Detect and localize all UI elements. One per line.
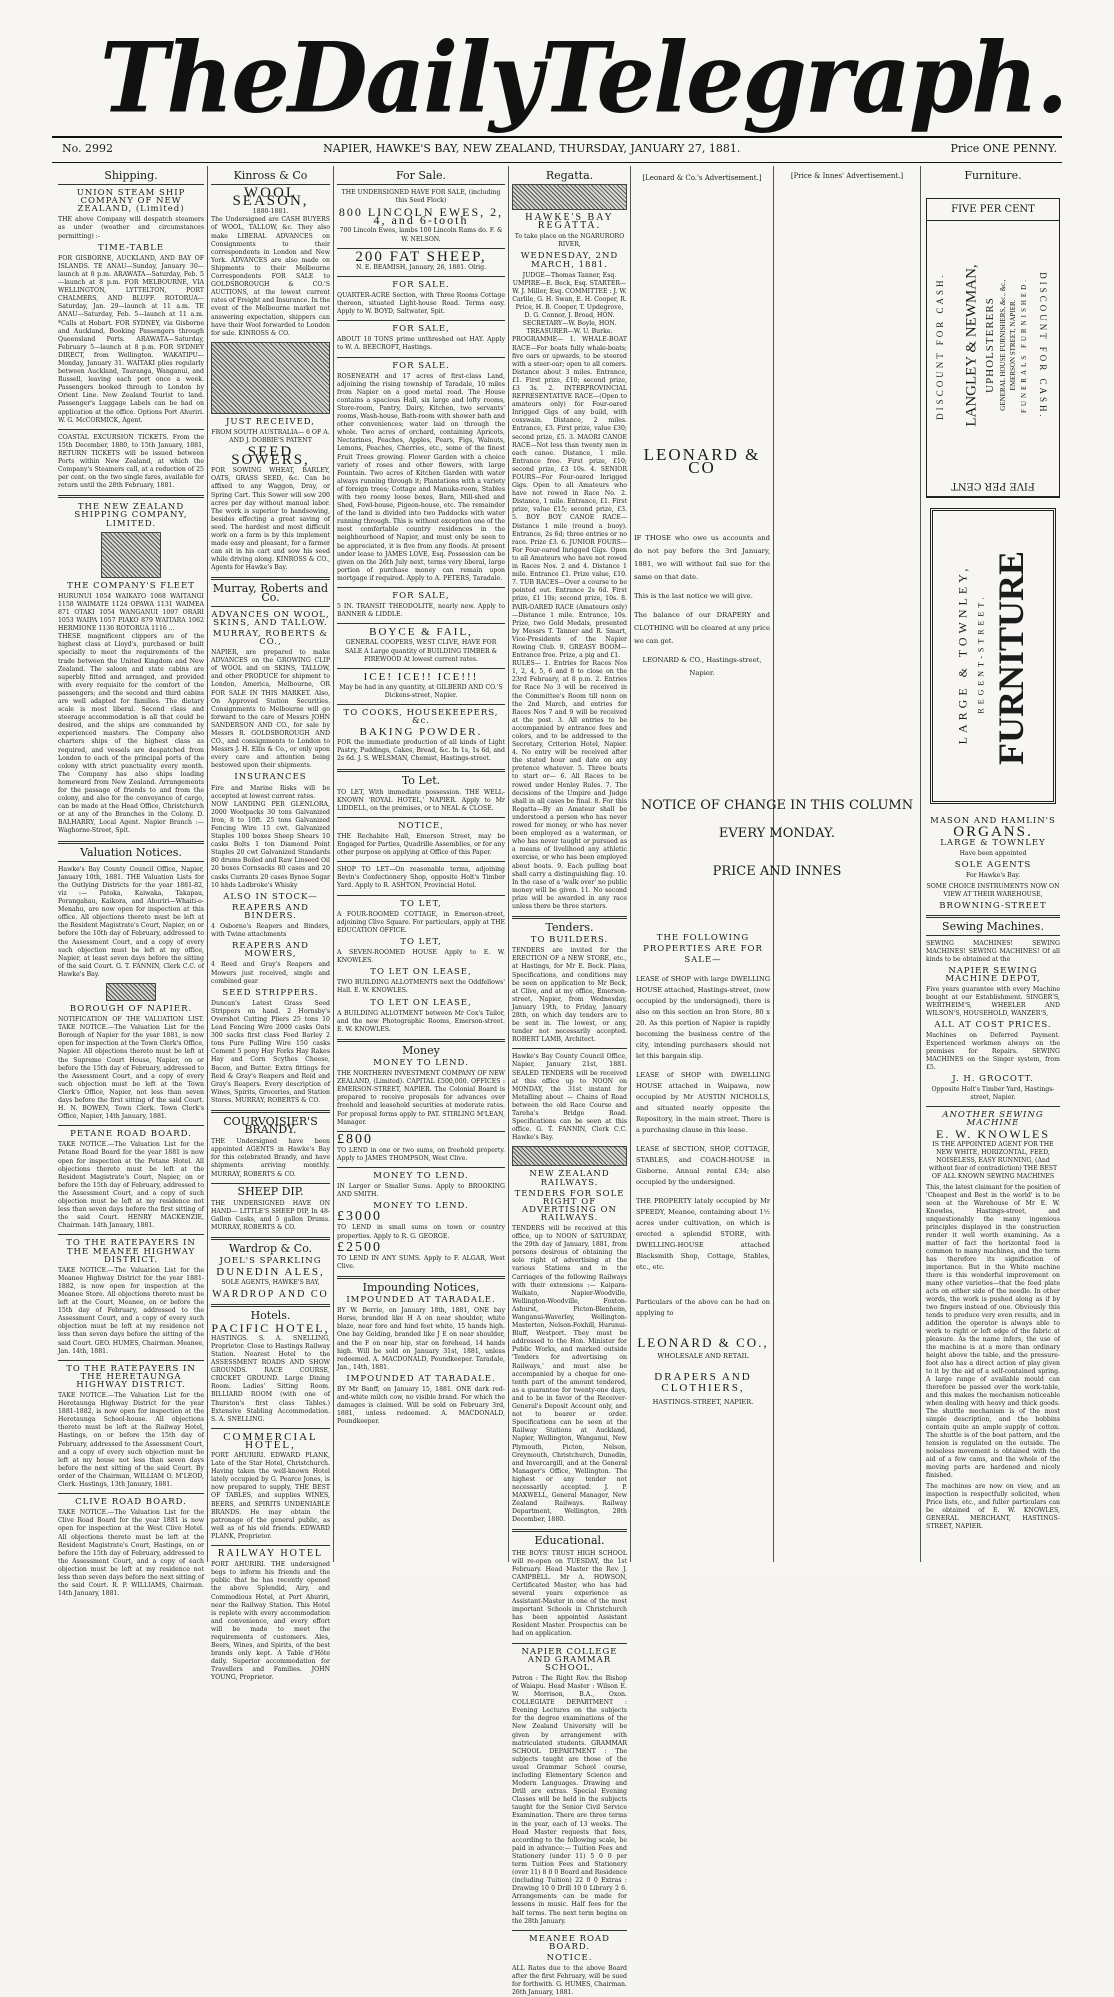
ad-text: QUARTER-ACRE Section, with Three Rooms Cottage thereon, situated Light-house Road. Terms easy. Apply to W. BOYD, Saltwater, Spit. bbox=[337, 291, 505, 316]
section-title: COURVOISIER'S BRANDY. bbox=[223, 1115, 318, 1137]
ad-headline: 800 LINCOLN EWES, 2, 4, and 6-tooth bbox=[338, 205, 504, 228]
ad-headline: WARDROP AND CO bbox=[212, 1288, 329, 1300]
ad-headline: SEED STRIPPERS. bbox=[222, 987, 319, 998]
ad-text: TO LEND in one or two sums, on freehold property. Apply to JAMES THOMPSON, West Clive. bbox=[337, 1146, 505, 1162]
column-furniture-lower bbox=[926, 814, 1060, 1554]
ad-text: TENDERS are invited for the ERECTION OF a NEW STORE, etc., at Hastings, for Mr E. Beck. Plans, Specifications, and conditions may be seen on application to Mr Beck, at Clive, and at my office, Emerson-street, Napier, from Wednesday, January 19th, to Friday, January 28th, on which day tenders are to be sent in. The lowest, or any, tender not necessarily accepted. ROBERT LAMB, Architect. bbox=[512, 947, 627, 1044]
ad-headline: LEONARD & CO bbox=[643, 445, 761, 477]
ad-text: RULES— 1. Entries for Races Nos 1, 2, 4, 5, 6 and 8 to close on the 23rd February, at 8 p.m. 2. Entries for Race No 3 will be received in the Committee's Room till noon on the 2nd March, and entries for Races Nos 7 and 9 will be received at the post. 3. All entries to be accompanied by entrance fees and colors, and to be addressed to the Secretary, Criterion Hotel, Napier. 4. No entry will be received after the stated hour and date on any pretence whatever. 5. Three boats to start or— 6. All Races to be rowed under Henley Rules. 7. The decisions of the Umpire and Judge shall in all cases be final. 8. For this Regatta—By an Amateur shall be understood a person who has never rowed for money, or who has never been employed as a waterman, or who has never taught or pursued as a means of livelihood any athletic exercise, or who has been employed about boats. 9. Each pulling boat shall carry a distinguishing flag. 10. In the case of a 'walk over' no public money will be given. 11. No second prize will be awarded in any race unless there be three starters. bbox=[512, 660, 627, 910]
boats-illustration bbox=[512, 184, 627, 210]
ad-headline: BAKING POWDER. bbox=[359, 726, 483, 739]
large-townley-furniture-advert bbox=[930, 508, 1056, 804]
ad-text: LEASE of SHOP with large DWELLING HOUSE attached, Hastings-street, (now occupied by the undersigned), there is also on this section an Iron Store, 80 x 20. As this portion of Napier is rapidly becoming the business centre of the city, intending purchasers should not let this bargain slip. bbox=[636, 975, 770, 1060]
ad-heading: MONEY TO LEND. bbox=[373, 1057, 469, 1068]
divider bbox=[58, 184, 204, 185]
divider bbox=[337, 769, 505, 772]
ad-text: TO LEND IN ANY SUMS. Apply to F. ALGAR, West Clive. bbox=[337, 1254, 505, 1270]
ad-text: PORT AHURIRI. EDWARD PLANK, Late of the Star Hotel, Christchurch. Having taken the well-known Hotel lately occupied by G. Pearce Jones, is now prepared to supply, THE BEST OF TABLES, and supplies WINES, BEERS, and SPIRITS UNDENIABLE BRANDS. He may obtain the patronage of the general public, as well as of his old friends. EDWARD PLANK, Proprietor. bbox=[211, 1452, 330, 1540]
divider bbox=[58, 861, 204, 862]
ad-text: Particulars of the above can be had on applying to bbox=[636, 1298, 770, 1317]
section-title: Murray, Roberts and Co. bbox=[212, 582, 329, 604]
ad-heading: ANOTHER SEWING MACHINE bbox=[942, 1110, 1044, 1128]
ad-heading: IMPOUNDED AT TARADALE. bbox=[346, 1373, 496, 1384]
divider bbox=[58, 429, 204, 430]
ad-text: Five years guarantee with every Machine bought at our Establishment. SINGER'S, WERTHEIM'S, WHEELER AND WILSON'S, HOUSEHOLD, WANZER'S, bbox=[926, 986, 1060, 1017]
section-title: Furniture. bbox=[964, 169, 1022, 182]
divider bbox=[512, 1930, 627, 1931]
ad-headline: BOYCE & FAIL, bbox=[369, 626, 473, 639]
vertical-furniture: FURNITURE bbox=[991, 551, 1031, 766]
divider bbox=[211, 1428, 330, 1429]
ad-headline: ORGANS. bbox=[953, 824, 1033, 840]
column-for-sale bbox=[337, 170, 505, 1560]
column-divider bbox=[207, 166, 208, 1562]
ad-heading: TO LET, bbox=[400, 898, 442, 909]
dateline bbox=[62, 142, 1057, 158]
ad-text: PORT AHURIRI. THE undersigned begs to inform his friends and the public that he has recently opened the above Splendid, Airy, and Commodious Hotel, at Port Ahuriri, near the Railway Station. This Hotel is replete with every accommodation and convenience, and every effort will be made to meet the requirements of customers. Ales, Beers, Wines, and Spirits, of the best brands only kept. A Table d'Hôte daily. Superior accommodation for Travellers and Families. JOHN YOUNG, Proprietor. bbox=[211, 1561, 330, 1682]
ad-heading: TENDERS FOR SOLE RIGHT OF ADVERTISING ON RAILWAYS. bbox=[514, 1188, 625, 1223]
section-title: To Let. bbox=[401, 773, 441, 787]
ad-headline: REAPERS AND BINDERS. bbox=[232, 902, 309, 921]
divider bbox=[58, 1234, 204, 1235]
notice-advertiser: PRICE AND INNES bbox=[712, 864, 842, 879]
section-title: Wardrop & Co. bbox=[228, 1242, 313, 1256]
column-divider bbox=[508, 166, 509, 1562]
ad-heading: BOROUGH OF NAPIER. bbox=[69, 1003, 193, 1014]
divider bbox=[337, 320, 505, 321]
notice-of-change bbox=[636, 792, 918, 886]
ad-text: 4 Osborne's Reapers and Binders, with Twine attachments bbox=[211, 923, 330, 939]
ad-text: TO LET, With immediate possession. THE WELL-KNOWN 'ROYAL HOTEL,' NAPIER. Apply to Mr LIDDELL, on the premises, or to NEAL & CLOSE. bbox=[337, 788, 505, 812]
ad-text: LEONARD & CO., Hastings-street, Napier. bbox=[642, 656, 762, 677]
ad-text: This, the latest claimant for the position of 'Cheapest and Best in the world' is to be seen at the Warehouse of Mr E. W. Knowles, Hastings-street, and unquestionably the many ingenious principles displayed in the construction render it well worth examining. As a matter of fact the horizontal feed is common to many machines, and the term has therefore its signification of importance. But in the White machine there is this wonderful improvement on many other varieties—that the feed plate acts on either side of the needle. In other words, the work is pushed along as if by two fingers instead of one. Obviously this tends to produce very even results, and in addition the operator is always able to work to right or left edge of the fabric at pleasure. As the name infers, the use of the machine is at a more than ordinary height above the table, and the pressure-foot also has a direct action of play given to it by the aid of a self-contained spring. A large range of available mould can therefore be passed over the work-table, and this makes the mechanism noticeable when dealing with heavy and thick goods. The shuttle mechanism is of the most simple description, and the bobbins contain quite an ample supply of cotton. The shuttle is of the boat pattern, and the tension is regulated on the outside. The noiseless movement is obtained with the aid of a few cams, and the whole of the moving parts are hardened and nicely finished. bbox=[926, 1184, 1060, 1479]
ad-text: HASTINGS. S. A. SNELLING, Proprietor. Close to Hastings Railway Station. Nearest Hotel to the ASSESSMENT ROADS AND SHOW GROUNDS. RACE COURSE, CRICKET GROUND. Large Dining Room. Ladies' Sitting Room. BILLIARD ROOM (with one of Thurston's first class Tables.) Extensive Stabling Accommodation. S. A. SNELLING. bbox=[211, 1334, 330, 1423]
vertical-funerals: FUNERALS FURNISHED. bbox=[1020, 277, 1028, 413]
ad-text: May be had in any quantity, at GILBERD AND CO.'S Dickens-street, Napier. bbox=[339, 683, 503, 699]
ad-heading: THE NEW ZEALAND SHIPPING COMPANY, LIMITED. bbox=[74, 502, 188, 529]
divider bbox=[58, 1493, 204, 1494]
column-divider bbox=[333, 166, 334, 1562]
section-title: Shipping. bbox=[104, 169, 158, 182]
section-title: Money bbox=[402, 1043, 440, 1057]
ad-text: This is the last notice we will give. bbox=[634, 592, 753, 600]
ad-text: To take place on the NGARURORO RIVER, bbox=[514, 233, 625, 249]
vertical-large-townley: LARGE & TOWNLEY, bbox=[955, 564, 970, 745]
ad-heading: JUST RECEIVED, bbox=[226, 416, 315, 427]
ad-text: TO LEND in small sums on town or country properties. Apply to R. G. GEORGE. bbox=[337, 1224, 505, 1240]
ad-heading: TO LET ON LEASE, bbox=[370, 997, 472, 1008]
ad-text: Hawke's Bay County Council Office, Napier, January 21st, 1881. SEALED TENDERS will be received at this office up to NOON on MONDAY, the 31st instant for Metalling about — Chains of Road between the old Race Course and Tareha's Bridge Road. Specifications can be seen at this office. G. T. FANNIN, Clerk C.C. Hawke's Bay. bbox=[512, 1053, 627, 1142]
divider bbox=[211, 1110, 330, 1113]
ad-heading: SOLE AGENTS bbox=[954, 860, 1032, 870]
ad-text: Opposite Holt's Timber Yard, Hastings-street, Napier. bbox=[931, 1086, 1055, 1101]
price: Price ONE PENNY. bbox=[950, 142, 1057, 155]
divider bbox=[211, 1183, 330, 1184]
ad-text: TAKE NOTICE.—The Valuation List for the Meanee Highway District for the year 1881-1882, is now open for inspection at the Meanee Store. All objections thereto must be left at the Court, Meanee, on or before the 15th day of February, addressed to the Assessment Court, and a copy of every such objection must be left at my residence not less than seven days before the sitting of the said Court. GEO. HUMES, Chairman. Meanee, Jan. 14th, 1881. bbox=[58, 1266, 204, 1355]
ad-text: BY Mr Banff, on January 15, 1881. ONE dark red-and-white milch cow, no visible brand. For which the damages is claimed. Will be sold on February 3rd, 1881, unless redeemed. A. MACDONALD, Poundkeeper. bbox=[337, 1385, 505, 1426]
ad-text: THE UNDERSIGNED HAVE FOR SALE, (including this Seed Flock) bbox=[341, 189, 501, 205]
seed-sower-illustration bbox=[211, 342, 330, 414]
ad-heading: NOTICE. bbox=[546, 1952, 593, 1963]
ad-text: A SEVEN-ROOMED HOUSE Apply to E. W. KNOWLES. bbox=[337, 949, 505, 965]
divider bbox=[211, 1545, 330, 1546]
divider bbox=[58, 841, 204, 844]
ad-text: THE Rechabite Hall, Emerson Street, may be Engaged for Parties, Quadrille Assemblies, or for any other purpose on applying at Office of this Paper. bbox=[337, 833, 505, 857]
vertical-upholsterers: UPHOLSTERERS bbox=[984, 297, 996, 393]
ad-heading: MONEY TO LEND. bbox=[373, 1201, 469, 1212]
masthead bbox=[100, 21, 1067, 135]
divider bbox=[512, 1048, 627, 1049]
divider bbox=[337, 623, 505, 624]
ad-text: 5 IN. TRANSIT THEODOLITE, nearly new. Apply to BANNER & LIDDLE. bbox=[337, 603, 505, 619]
ad-text: FOR GISBORNE, AUCKLAND, AND BAY OF ISLANDS. TE ANAU—Sunday, January 30—launch at 8 p.m. ARAWATA—Saturday, Feb. 5—launch at 8 p.m. FOR MELBOURNE, VIA WELLINGTON, LYTTELTON, PORT CHALMERS, AND BLUFF. ROTORUA—Saturday, Jan. 29—launch at 11 a.m. TE ANAU—Saturday, Feb. 5—launch at 11 a.m. *Calls at Hobart. FOR SYDNEY, via Gisborne and Auckland, Booking Passengers through Queensland Ports. ARAWATA—Saturday, February 5—launch at 8 p.m. FOR SYDNEY DIRECT, from Wellington. WAKATIPU—Monday, January 31. WAITAKI plies regularly between Auckland, Tauranga, Wanganui, and Russell, leaving each port once a week. Passengers booked through to London by Orient Line. New Zealand Tourist to land. Passenger's Luggage Labels can be had on application at the office. Options Port Ahuriri. W. G. McCORMICK, Agent. bbox=[58, 254, 204, 424]
issue-number: No. 2992 bbox=[62, 142, 114, 155]
ad-heading: UNION STEAM SHIP COMPANY OF NEW ZEALAND, (Limited) bbox=[76, 188, 186, 215]
vertical-discount-right: DISCOUNT FOR CASH. bbox=[1038, 272, 1048, 420]
ad-text: SEWING MACHINES! SEWING MACHINES! SEWING MACHINES! Of all kinds to be obtained at the bbox=[926, 940, 1060, 963]
ad-headline: ADVANCES ON WOOL, SKINS, AND TALLOW. bbox=[211, 609, 330, 628]
column-shipping bbox=[58, 169, 204, 1598]
divider bbox=[337, 276, 505, 277]
divider bbox=[337, 817, 505, 818]
ad-headline: COMMERCIAL HOTEL, bbox=[223, 1430, 318, 1451]
divider bbox=[337, 861, 505, 862]
divider bbox=[926, 915, 1060, 918]
ad-heading: LARGE & TOWNLEY bbox=[940, 838, 1046, 848]
ad-heading: TO THE RATEPAYERS IN THE MEANEE HIGHWAY DISTRICT. bbox=[66, 1238, 196, 1265]
ad-heading: IMPOUNDED AT TARADALE. bbox=[346, 1295, 496, 1306]
ad-heading: FOR SALE. bbox=[392, 360, 450, 371]
ad-text: Patron : The Right Rev. the Bishop of Waiapu. Head Master : Wilson E. W. Morrison, B.A., Oxon. COLLEGIATE DEPARTMENT : Evening Lectures on the subjects for the degree examinations of the New Zealand University will be given by arrangement with matriculated students. GRAMMAR SCHOOL DEPARTMENT : The subjects taught are those of the usual Grammar School course, including Elementary Science and Modern Languages. Drawing and Drill are extras. Special Evening Classes will be held in the subjects taught for the Senior Civil Service Examination. There are three terms in the year, each of 13 weeks. The Head Master requests that fees, according to the following scale, be paid in advance:— Tuition Fees and Stationery (under 11) 5 0 0 per term Tuition Fees and Stationery (over 11) 8 0 0 Board and Residence (including Tuition) 22 0 0 Extras : Drawing 10 0 Drill 10 0 Library 2 6. Arrangements can be made for lessons in music. Half fees for the half terms. The next term begins on the 28th January. bbox=[512, 1674, 627, 1925]
ad-headline: £3000 bbox=[337, 1209, 382, 1225]
ad-text: TAKE NOTICE.—The Valuation List for the Petane Road Board for the year 1881 is now open for inspection at the Petane Hotel. All objections thereto must be left at the Resident Magistrate's Court, Napier, on or before the 15th day of February, addressed to the Assessment Court, and a copy of such objection must be left at my residence not less than seven days before the first sitting of the said Court. HENRY MACKENZIE, Chairman. 14th January, 1881. bbox=[58, 1141, 204, 1230]
divider bbox=[512, 1643, 627, 1644]
column-leonard-lower bbox=[636, 930, 770, 1550]
ad-text: ALL Rates due to the above Board after the first February, will be sued for forthwith. G. HUMES, Chairman. 26th January, 1881. bbox=[512, 1965, 627, 1997]
vertical-discount-left: DISCOUNT FOR CASH. bbox=[935, 272, 945, 420]
ad-text: Machines on Deferred Payment. Experienced workmen always on the premises for Repairs. SEWING MACHINES on the Singer system, from £5. bbox=[926, 1032, 1060, 1071]
ad-text: The balance of our DRAPERY and CLOTHING will be cleared at any price we can get. bbox=[634, 611, 770, 645]
ad-text: 4 Reed and Gray's Reapers and Mowers just received, single and combined gear bbox=[211, 961, 330, 985]
divider bbox=[337, 1167, 505, 1168]
ad-text: THESE magnificent clippers are of the highest class at Lloyd's, purchased or built specially to meet the requirements of the trade between the United Kingdom and New Zealand. The saloon and state cabins are superbly fitted and arranged, and provided with every requisite for the comfort of the passengers; and the second and third cabins are well adapted for families. The dietary scale is most liberal. Second class and steerage accommodation is all that could be desired, and the ships are commanded by experienced masters. The Company also charters ships of the highest class as required, and vessels are despatched from London to each of the principal ports of the colony with strict punctuality every month. The Company has also ships loading homeward from New Zealand. Arrangements for the passage of friends to and from the colony, and also for the conveyance of cargo, can be made at the Head Office, Christchurch or at any of the Branches in the Colony. D. BALHARRY, Local Agent. Napier Branch :—Waghorne-Street, Spit. bbox=[58, 633, 204, 835]
ad-heading: NEW ZEALAND RAILWAYS. bbox=[529, 1169, 610, 1188]
divider bbox=[337, 704, 505, 705]
advert-tag: [Leonard & Co.'s Advertisement.] bbox=[642, 174, 762, 182]
ad-text: TWO BUILDING ALLOTMENTS next the Oddfellows' Hall. E. W. KNOWLES. bbox=[337, 979, 505, 995]
masthead-rule-bottom bbox=[52, 162, 1062, 163]
ad-text: The Undersigned are CASH BUYERS of WOOL, TALLOW, &c. They also make LIBERAL ADVANCES on Consignments to their correspondents in London and New York. ADVANCES are also made on Shipments to their Melbourne Correspondents FOR SALE to GOLDSBOROUGH & CO.'S AUCTIONS, at the lowest current rates of Freight and Insurance. In the event of the Melbourne market not answering expectation, shippers can have their Wool forwarded to London for sale. KINROSS & CO. bbox=[211, 216, 330, 337]
ad-heading: ALL AT COST PRICES. bbox=[934, 1020, 1052, 1030]
masthead-word-the: The bbox=[100, 21, 288, 135]
ad-text: ABOUT 10 TONS prime unthreshed oat HAY. Apply to W. A. BEECROFT, Hastings. bbox=[337, 336, 505, 352]
ad-headline: RAILWAY HOTEL bbox=[217, 1548, 324, 1560]
ad-headline: WOOL SEASON, bbox=[232, 185, 309, 210]
ad-heading: NAPIER COLLEGE AND GRAMMAR SCHOOL. bbox=[521, 1646, 618, 1673]
ad-text: IF THOSE who owe us accounts and do not pay before the 3rd January, 1881, we will without fail sue for the same on that date. bbox=[634, 534, 770, 581]
divider bbox=[58, 1360, 204, 1361]
advert-tag: [Price & Innes' Advertisement.] bbox=[790, 172, 904, 180]
ad-heading: INSURANCES bbox=[234, 772, 307, 783]
ad-text: TENDERS will be received at this office, up to NOON of SATURDAY, the 29th day of January, 1881, from persons desirous of obtaining the sole right of advertising at the various Stations and in the Carriages of the following Railways with their extensions :— Kaipara-Waikato, Napier-Woodville, Wellington-Woodville, Foxton-Ashurst, Picton-Blenheim, Wanganui-Waverley, Wellington-Masterton, Nelson-Foxhill, Hurunui-Bluff, Westport. They must be addressed to the Hon. Minister for Public Works, and marked outside 'Tenders for advertising on Railways,' and must also be accompanied by a cheque for one-tenth part of the amount tendered, as a guarantee for twenty-one days, and to be in favor of the Receiver-General's Deposit Account only, and not to bearer or order. Specifications can be seen at the Railway Stations at Auckland, Napier, Wellington, Wanganui, New Plymouth, Picton, Nelson, Greymouth, Christchurch, Dunedin, and Invercargill, and at the General Manager's Office, Wellington. The highest or any tender not necessarily accepted. J. P. MAXWELL, General Manager, New Zealand Railways. Railway Department, Wellington, 28th December, 1880. bbox=[512, 1224, 627, 1524]
ad-text: SOLE AGENTS, HAWKE'S BAY, bbox=[221, 1279, 320, 1287]
divider bbox=[211, 577, 330, 580]
ad-text: NAPIER, are prepared to make ADVANCES on the GROWING CLIP of WOOL and on SKINS, TALLOW, and other PRODUCE for shipment to London, America, Melbourne, OR FOR SALE IN THIS MARKET. Also, On Approved Station Securities. Consignments to Melbourne will go forward to the care of Messrs JOHN SANDERSON AND CO., for sale by Messrs R. GOLDSBOROUGH AND CO., and consignments to London to Messrs J. H. Ellis & Co., or only upon every care and attention being bestowed upon their shipments. bbox=[211, 649, 330, 770]
divider bbox=[337, 184, 505, 185]
divider bbox=[512, 1529, 627, 1532]
ad-heading: TO COOKS, HOUSEKEEPERS, &c. bbox=[343, 707, 499, 727]
divider bbox=[211, 1304, 330, 1307]
section-title: Educational. bbox=[534, 1534, 605, 1548]
ad-headline: £2500 bbox=[337, 1239, 382, 1255]
column-kinross bbox=[211, 169, 330, 1682]
section-title: Valuation Notices. bbox=[80, 845, 182, 859]
ad-text: Duncan's Latest Grass Seed Strippers on hand. 2 Hornsby's Overshot Cutting Pliers 25 tons 10 Lead Fencing Wire 2000 casks Oats 300 sacks first class Feed Barley 2 tons Pure Pulling Wire 150 casks Cement 5 pony Hay Forks Hay Rakes Hay and Corn Scythes Cheese, Bacon, and Butter. Extra fittings for Reid & Gray's Reapers and Reid and Gray's Reapers. Every description of Wines, Spirits, Groceries, and Station Stores. MURRAY, ROBERTS & CO. bbox=[211, 999, 330, 1104]
ad-text: For Hawke's Bay. bbox=[965, 872, 1021, 879]
ad-heading: TO BUILDERS. bbox=[530, 935, 609, 946]
vertical-regent-street: REGENT-STREET. bbox=[976, 593, 986, 714]
ad-heading: ALSO IN STOCK— bbox=[223, 891, 318, 902]
coat-of-arms-illustration bbox=[106, 983, 156, 1001]
section-title: SHEEP DIP. bbox=[237, 1184, 304, 1198]
ad-text: THE NORTHERN INVESTMENT COMPANY OF NEW ZEALAND, (Limited). CAPITAL £500,000. OFFICES : EMERSON-STREET, NAPIER. The Colonial Board is prepared to receive proposals for advances over freehold and leasehold securities at moderate rates. For proposal forms apply to PAT. STIRLING M'LEAN, Manager. bbox=[337, 1070, 505, 1126]
ad-text: PROGRAMME— 1. WHALE-BOAT RACE—For boats fully whale-boats; five oars or upwards, to be steered with a steer-oar; open to all comers. Distance about 3 miles. Entrance, £1. First prize, £10; second prize, £3 3s. 2. INTERPROVINCIAL REPRESENTATIVE RACE—(Open to amateurs only) for Four-oared Inrigged Gigs of any build, with coxswain. Distance, 2 miles. Entrance, £3. First prize, value £30; second prize, £5. 3. MAORI CANOE RACE—Not less than twenty men in each canoe. Distance, 1 mile. Entrance free. First prize, £10; second prize, £3 10s. 4. SENIOR FOURS—For Four-oared Inrigged Gigs. Open to all Amateurs who have not rowed in Race No. 2. Distance, 1 mile. Entrance, £1. First prize, value £15; second prize, £3. 5. BOY BOY CANOE RACE—Distance 1 mile (round a buoy). Entrance, 2s 6d; three entries or no race. Prize £3. 6. JUNIOR FOURS—For Four-oared Inrigged Gigs. Open to all Amateurs who have not rowed in Races Nos. 2 and 4. Distance 1 mile. Entrance £1. Prize value, £10. 7. TUB RACES—Over a course to be pointed out. Entrance 2s 6d. First prize, £1 10s; second prize, 10s. 8. PAIR-OARED RACE (Amateurs only)—Distance 1 mile. Entrance, 10s. Prize, two Gold Medals, presented by Messrs T. Tanner and R. Smart, Vice-Presidents of the Napier Rowing Club. 9. GREASY BOOM—Entrance free. Prize, a pig and £1. bbox=[512, 336, 627, 660]
ad-text: LEASE of SECTION, SHOP, COTTAGE, STABLES, and COACH-HOUSE in Gisborne. Annual rental £34; also occupied by the undersigned. bbox=[636, 1145, 770, 1186]
ad-text: SOME CHOICE INSTRUMENTS NOW ON VIEW AT THEIR WAREHOUSE, bbox=[926, 883, 1060, 898]
section-title: Kinross & Co bbox=[233, 169, 308, 182]
ad-text: GENERAL COOPERS, WEST CLIVE, HAVE FOR SALE A Large quantity of BUILDING TIMBER & FIREWOOD At lowest current rates. bbox=[344, 639, 498, 663]
ad-text: SHOP TO LET—On reasonable terms, adjoining Bevin's Confectionery Shop, opposite Holt's Timber Yard. Apply to R. ASHTON, Provincial Hotel. bbox=[337, 866, 505, 890]
ad-heading: FOR SALE, bbox=[392, 324, 450, 335]
fleet-list: HURUNUI 1054 WAIKATO 1068 WAITANGI 1158 WAIMATE 1124 OPAWA 1131 WAIMEA 871 OTAKI 1054 WANGANUI 1097 ORARI 1053 WAIPA 1057 PIAKO 879 WAITARA 1062 HERMIONE 1136 ROTORUA 1116 ... bbox=[58, 592, 204, 633]
ad-headline: DRAPERS AND CLOTHIERS, bbox=[654, 1371, 752, 1394]
ad-text: TAKE NOTICE.—The Valuation List for the Heretaunga Highway District for the year 1881-1882, is now open for inspection at the Heretaunga School-house. All objections thereto must be left at the Railway Hotel, Hastings, on or before the 15th day of February, addressed to the Assessment Court, and a copy of every such objection must be left at my house not less than seven days before the next sitting of the said Court. By order of the Chairman, WILLIAM O. M'LEOD, Clerk. Hastings, 13th January, 1881. bbox=[58, 1392, 204, 1489]
section-title: Regatta. bbox=[545, 169, 594, 182]
section-title: Tenders. bbox=[545, 921, 594, 935]
ad-text: THE above Company will despatch steamers as under (weather and circumstances permitting) :- bbox=[58, 216, 204, 240]
ad-heading: NOTICE, bbox=[398, 820, 444, 831]
divider bbox=[337, 357, 505, 358]
ad-text: IN Larger or Smaller Sums. Apply to BROOKING AND SMITH. bbox=[337, 1183, 505, 1199]
ad-heading: MEANEE ROAD BOARD. bbox=[529, 1933, 610, 1952]
ad-heading: TIME-TABLE bbox=[97, 242, 165, 253]
ad-heading: TO LET ON LEASE, bbox=[370, 967, 472, 978]
section-title: For Sale. bbox=[395, 169, 447, 182]
ad-text: THE Undersigned have been appointed AGENTS in Hawke's Bay for this celebrated Brandy, and have shipments arriving monthly. MURRAY, ROBERTS & CO. bbox=[211, 1138, 330, 1178]
ad-text: NOW LANDING PER GLENLORA, 2000 Woolpacks 30 tons Galvanized Iron, 8 to 10ft. 25 tons Galvanized Fencing Wire 15 cwt. Galvanized Staples 100 boxes Sheep Shears 10 casks Bolts 1 ton Diamond Point Staples 20 cwt Galvanized Standards 80 drums Boiled and Raw Linseed Oil 20 boxes Cornsacks 80 cases and 20 casks Currants 20 cases Bynoe Sugar 10 hhds Ladbroke's Whisky bbox=[211, 800, 330, 889]
ad-text: ROSENEATH and 17 acres of first-class Land, adjoining the rising township of Taradale, 10 miles from Napier on a good metal road. The House contains a spacious Hall, six large and lofty rooms, Store-room, Pantry, Dairy, Kitchen, two servants' rooms, Wash-house, Bath-room with shower bath and other conveniences; water laid on through the whole. Two acres of orchard, containing Apricots, Nectarines, Peaches, Apples, Pears, Figs, Walnuts, Lemons, Peaches, Cherries, etc., some of the finest Fruit Trees growing. Flower Garden with a choice variety of roses and other flowers, with large Fountain. Two acres of Kitchen Garden with water always running through it; Plantations with a variety of foreign trees; Cottage and Manuka-room, Stables with two roomy loose boxes, Barn, Mill-shed and Shed, Fowl-house, Pigeon-house, etc. The remainder of the land is divided into two Paddocks with water running through. This is without exception one of the most comfortable country residences in the neighbourhood of Napier, and must only be seen to be appreciated, it is five from any floods. At present under lease to JAMES LOVE, Esq. Possession can be given on the 26th July next, terms very liberal, large portion of purchase money can remain upon mortgage if required. Apply to A. PETERS, Taradale. bbox=[337, 372, 505, 582]
divider bbox=[211, 606, 330, 607]
ad-heading: TO THE RATEPAYERS IN THE HERETAUNGA HIGHWAY DISTRICT. bbox=[66, 1363, 196, 1390]
ad-text: THE PROPERTY lately occupied by Mr SPEEDY, Meanee, containing about 1½ acres under cultivation, on which is erected a splendid STORE, with DWELLING-HOUSE attached Blacksmith Shop, Cottage, Stables, etc., etc. bbox=[636, 1197, 770, 1271]
ad-text: 700 Lincoln Ewes, lambs 100 Lincoln Rams do. F. & W. NELSON. bbox=[339, 227, 503, 243]
ad-text: IS THE APPOINTED AGENT FOR THE NEW WHITE, HORIZONTAL, FEED, NOISELESS, EASY RUNNING, (And without fear of contradiction) THE BEST OF ALL KNOWN SEWING MACHINES bbox=[928, 1141, 1058, 1180]
ad-text: LEASE of SHOP with DWELLING HOUSE attached in Waipawa, now occupied by Mr AUSTIN NICHOLLS, and situated nearly opposite the Repository, in the main street. There is a purchasing clause in this lease. bbox=[636, 1071, 770, 1134]
ad-text: COASTAL EXCURSION TICKETS. From the 15th December, 1880, to 15th January, 1881, RETURN TICKETS will be issued between Ports within New Zealand, at which the Company's Steamers call, at a reduction of 25 per cent. on the two single fares, available for return until the 28th February, 1881. bbox=[58, 433, 204, 490]
ad-heading: BROWNING-STREET bbox=[939, 901, 1047, 911]
ad-heading: WEDNESDAY, 2ND MARCH, 1881. bbox=[520, 251, 619, 270]
ad-heading: THE COMPANY'S FLEET bbox=[67, 580, 195, 591]
ad-heading: NAPIER SEWING MACHINE DEPOT, bbox=[945, 966, 1041, 984]
masthead-word-daily: Daily bbox=[287, 21, 541, 135]
ad-heading: FOR SALE. bbox=[392, 279, 450, 290]
box-top-text: FIVE PER CENT bbox=[927, 199, 1059, 221]
ad-headline: 200 FAT SHEEP, bbox=[355, 248, 487, 265]
masthead-rule-top bbox=[52, 136, 1062, 138]
ad-heading: THE FOLLOWING PROPERTIES ARE FOR SALE— bbox=[643, 933, 763, 965]
ad-text: WHOLESALE AND RETAIL bbox=[657, 1352, 749, 1360]
section-title: Impounding Notices, bbox=[362, 1280, 480, 1294]
divider bbox=[926, 1106, 1060, 1107]
box-bottom-text: FIVE PER CENT bbox=[927, 475, 1059, 497]
ad-headline: DUNEDIN ALES, bbox=[216, 1266, 325, 1279]
divider bbox=[58, 1125, 204, 1126]
ad-text: TAKE NOTICE.—The Valuation List for the Clive Road Board for the year 1881 is now open for inspection at the West Clive Hotel. All objections thereto must be left at the Resident Magistrate's Court, Hastings, on or before the 15th day of February, addressed to the Assessment Court, and a copy of each objection must be left at my residence not less than seven days before the next sitting of the said Court. R. P. WILLIAMS, Chairman. 14th January, 1881. bbox=[58, 1509, 204, 1598]
section-title: Sewing Machines. bbox=[942, 920, 1044, 933]
ad-text: A BUILDING ALLOTMENT between Mr Cox's Tailor, and the new Photographic Rooms, Emerson-street. E. W. KNOWLES. bbox=[337, 1009, 505, 1033]
ad-text: N. E. BEAMISH, January, 26, 1881. Olrig. bbox=[355, 263, 487, 271]
divider bbox=[926, 935, 1060, 936]
divider bbox=[58, 495, 204, 498]
divider bbox=[337, 587, 505, 588]
ad-text: Fire and Marine Risks will be accepted at lowest current rates. bbox=[211, 784, 330, 800]
column-divider bbox=[920, 166, 921, 1562]
ad-headline: £800 bbox=[337, 1131, 373, 1147]
section-title: Hotels. bbox=[250, 1308, 291, 1322]
ad-headline: PACIFIC HOTEL, bbox=[211, 1320, 330, 1335]
vertical-langley-newman: LANGLEY & NEWMAN, bbox=[963, 264, 980, 427]
divider bbox=[337, 1039, 505, 1042]
company-flag-illustration bbox=[101, 532, 161, 578]
ad-text: Have been appointed bbox=[959, 850, 1027, 857]
ad-heading: J. H. GROCOTT. bbox=[952, 1074, 1034, 1084]
divider bbox=[512, 916, 627, 919]
ad-heading: TO LET, bbox=[400, 936, 442, 947]
ad-text: FROM SOUTH AUSTRALIA— 6 OF A. AND J. DOBBIE'S PATENT bbox=[211, 428, 330, 444]
ad-text: The machines are now on view, and an inspection is respectfully solicited, when Price lists, etc., and fuller particulars can be obtained of E. W. KNOWLES, GENERAL MERCHANT, HASTINGS-STREET, NAPIER. bbox=[926, 1483, 1060, 1530]
column-regatta bbox=[512, 169, 627, 1997]
divider bbox=[211, 1237, 330, 1240]
place-date: NAPIER, HAWKE'S BAY, NEW ZEALAND, THURSDAY, JANUARY 27, 1881. bbox=[323, 142, 741, 155]
ad-heading: FOR SALE, bbox=[392, 591, 450, 602]
ad-text: FOR the immediate production of all kinds of Light Pastry, Puddings, Cakes, Bread, &c. In 1s, 1s 6d, and 2s 6d. J. S. WELSMAN, Chemist, Hastings-street. bbox=[337, 739, 505, 763]
ad-text: THE BOYS' TRUST HIGH SCHOOL will re-open on TUESDAY, the 1st February. Head Master the Rev. J. CAMPBELL. Mr A. HOWSON, Certificated Master, who has had several years experience as Assistant-Master in one of the most important Schools in Christchurch has been appointed Assistant Resident Master. Prospectus can be had on application. bbox=[512, 1549, 627, 1638]
column-price-innes bbox=[777, 170, 917, 210]
ad-heading: PETANE ROAD BOARD. bbox=[70, 1129, 192, 1140]
ad-heading: MONEY TO LEND. bbox=[373, 1171, 469, 1181]
ad-subheading: 1880-1881. bbox=[252, 208, 289, 216]
ad-text: Hawke's Bay County Council Office, Napier, January 10th, 1881. THE Valuation Lists for the Outlying Districts for the year 1881-82, viz :— Patoka, Kaiwaka, Takapau, Porangahau, Kaikora, and Ahuriri—Whaiti-o-Menahu, are now open for inspection at this office. All objections thereto must be left at the Resident Magistrate's Court, Napier, on or before the 10th day of February, addressed to the Assessment Court, and a copy of every such objection must be left at my office, Napier, at least seven days before the sitting of the said Court. G. T. FANNIN, Clerk C.C. of Hawke's Bay. bbox=[58, 865, 204, 978]
ad-heading: JOEL'S SPARKLING bbox=[219, 1256, 322, 1267]
ad-text: FOR SOWING WHEAT, BARLEY, OATS, GRASS SEED, &c. Can be affixed to any Waggon, Dray, or Spring Cart. This Sower will sow 200 acres per day without manual labor. The work is superior to handsowing, besides effecting a great saving of seed. The hardest and most difficult work on a farm is by this implement made easy and pleasant, for a farmer can sit in his cart and sow his seed while driving along. KINROSS & CO., Agents for Hawke's Bay. bbox=[211, 467, 330, 572]
ad-text: HASTINGS-STREET, NAPIER. bbox=[652, 1398, 754, 1406]
notice-text: NOTICE OF CHANGE IN THIS COLUMN EVERY MONDAY. bbox=[640, 798, 914, 841]
ad-headline: REAPERS AND MOWERS, bbox=[232, 941, 309, 960]
divider bbox=[337, 668, 505, 669]
divider bbox=[337, 895, 505, 896]
railway-crest-illustration bbox=[512, 1146, 627, 1166]
divider bbox=[337, 1276, 505, 1279]
vertical-emerson-street: EMERSON STREET, NAPIER. bbox=[1009, 299, 1017, 391]
ad-text: BY W. Berrie, on January 18th, 1881, ONE bay Horse, branded like H A on near shoulder, white blaze, near fore and hind feet white, 15 hands high. One bay Gelding, branded like J E on near shoulder, and the F on near hip, star on forehead, 14 hands high. Will be sold on January 31st, 1881, unless redeemed. A. MACDONALD, Poundkeeper. Taradale, Jan., 14th, 1881. bbox=[337, 1307, 505, 1371]
ad-text: A FOUR-ROOMED COTTAGE, in Emerson-street, adjoining Clive Square. For particulars, apply at THE EDUCATION OFFICE. bbox=[337, 910, 505, 934]
vertical-house-furnishers: GENERAL HOUSE FURNISHERS, &c., &c., bbox=[999, 279, 1007, 411]
masthead-word-telegraph: Telegraph. bbox=[540, 21, 1067, 135]
ad-headline: SEED SOWERS, bbox=[231, 444, 310, 469]
ad-heading: MURRAY, ROBERTS & CO., bbox=[212, 628, 329, 647]
ad-heading: MASON AND HAMLIN'S bbox=[930, 816, 1056, 826]
ad-headline: LEONARD & CO., bbox=[637, 1335, 769, 1350]
ad-text: THE UNDERSIGNED HAVE ON HAND— LITTLE'S SHEEP DIP, In 48-Gallon Casks, and 5 gallon Drums. MURRAY, ROBERTS & CO. bbox=[211, 1199, 330, 1232]
column-divider bbox=[630, 166, 631, 1562]
ad-headline: HAWKE'S BAY REGATTA. bbox=[525, 212, 614, 232]
ad-text: NOTIFICATION OF THE VALUATION LIST. TAKE NOTICE.—The Valuation List for the Borough of Napier for the year 1881, is now open for inspection at the Town Clerk's Office, Napier. All objections thereto must be left at the Supreme Court House, Napier, on or before the 15th day of February, addressed to the Assessment Court, and a copy of every such objection must be left at the Town Clerk's Office, Napier, not less than seven days before the first sitting of the said Court. H. N. BOWEN, Town Clerk. Town Clerk's Office, Napier, 14th January, 1881. bbox=[58, 1016, 204, 1121]
ad-headline: E. W. KNOWLES bbox=[936, 1127, 1050, 1141]
ad-headline: ICE! ICE!! ICE!!! bbox=[363, 670, 479, 683]
ad-heading: CLIVE ROAD BOARD. bbox=[75, 1497, 187, 1508]
ad-text: JUDGE—Thomas Tanner, Esq. UMPIRE—E. Beck, Esq. STARTER—W. J. Miller, Esq. COMMITTEE : J. W. Carlile, G. H. Swan, E. H. Cooper, R. Price, H. B. Cooper, T. Updegrove, D. G. Connor, J. Broad, HON. SECRETARY—W. Boyle, HON. TREASURER—W. U. Burke. bbox=[512, 271, 627, 336]
langley-newman-advert bbox=[926, 198, 1060, 498]
